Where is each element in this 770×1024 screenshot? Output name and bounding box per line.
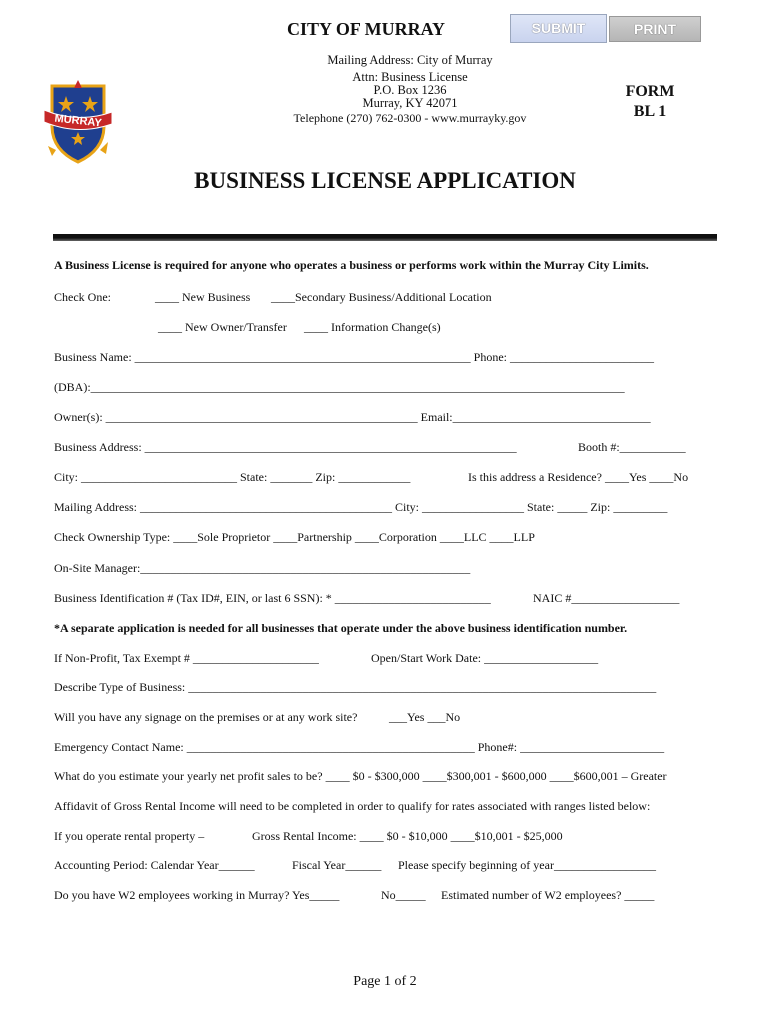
rental-income-options[interactable]: Gross Rental Income: ____ $0 - $10,000 ____$10,001 - $25,000 (252, 829, 563, 843)
open-date-field[interactable]: Open/Start Work Date: ___________________ (371, 651, 599, 665)
address-line-1: Mailing Address: City of Murray (327, 53, 493, 67)
form-number: BL 1 (633, 103, 667, 120)
submit-button[interactable]: SUBMIT (510, 14, 607, 43)
naic-field[interactable]: NAIC #__________________ (533, 591, 680, 605)
page-title: BUSINESS LICENSE APPLICATION (194, 168, 576, 193)
emergency-contact-field[interactable]: Emergency Contact Name: ________________________________________________ Phone#: ________________________ (54, 740, 665, 754)
business-address-field[interactable]: Business Address: ______________________________________________________________ (54, 440, 517, 454)
w2-count-field[interactable]: Estimated number of W2 employees? _____ (441, 888, 655, 902)
intro-text: A Business License is required for anyone who operates a business or performs work within the Murray City Limits. (54, 258, 649, 272)
w2-yes-field[interactable]: Do you have W2 employees working in Murray? Yes_____ (54, 888, 340, 902)
address-line-4: Murray, KY 42071 (362, 96, 458, 110)
ownership-type-field[interactable]: Check Ownership Type: ____Sole Proprietor ____Partnership ____Corporation ____LLC ____LLP (54, 530, 535, 544)
new-business-option[interactable]: ____ New Business (155, 290, 251, 304)
describe-business-field[interactable]: Describe Type of Business: ______________________________________________________________________________ (54, 680, 657, 694)
information-change-option[interactable]: ____ Information Change(s) (304, 320, 441, 334)
address-line-3: P.O. Box 1236 (373, 83, 447, 97)
onsite-manager-field[interactable]: On-Site Manager:_______________________________________________________ (54, 561, 471, 575)
secondary-business-option[interactable]: ____Secondary Business/Additional Location (271, 290, 492, 304)
dba-field[interactable]: (DBA):_________________________________________________________________________________________ (54, 380, 625, 394)
city-name: CITY OF MURRAY (287, 19, 446, 39)
business-id-field[interactable]: Business Identification # (Tax ID#, EIN, or last 6 SSN): * __________________________ (54, 591, 491, 605)
fiscal-year-field[interactable]: Fiscal Year______ (292, 858, 382, 872)
affidavit-note: Affidavit of Gross Rental Income will need to be completed in order to qualify for rates associated with ranges listed below: (54, 799, 651, 813)
net-profit-options[interactable]: What do you estimate your yearly net profit sales to be? ____ $0 - $300,000 ____$300,001 - $600,000 ____$600,001 – Greater (54, 769, 667, 783)
telephone-line: Telephone (270) 762-0300 - www.murrayky.gov (293, 111, 527, 125)
new-owner-option[interactable]: ____ New Owner/Transfer (158, 320, 287, 334)
signage-options[interactable]: ___Yes ___No (389, 710, 461, 724)
signage-question: Will you have any signage on the premises or at any work site? (54, 710, 358, 724)
separate-application-note: *A separate application is needed for all businesses that operate under the above business identification number. (54, 621, 628, 635)
booth-field[interactable]: Booth #:___________ (578, 440, 686, 454)
residence-field[interactable]: Is this address a Residence? ____Yes ____No (468, 470, 689, 484)
print-button[interactable]: PRINT (609, 16, 701, 42)
check-one-label: Check One: (54, 290, 111, 304)
calendar-year-field[interactable]: Accounting Period: Calendar Year______ (54, 858, 255, 872)
city-seal-logo (42, 80, 114, 164)
title-divider (53, 234, 717, 241)
mailing-address-field[interactable]: Mailing Address: __________________________________________ City: _________________ State: _____ Zip: _________ (54, 500, 668, 514)
owner-email-field[interactable]: Owner(s): ____________________________________________________ Email:_________________________________ (54, 410, 651, 424)
business-name-field[interactable]: Business Name: ________________________________________________________ Phone: ________________________ (54, 350, 654, 364)
rental-property-label: If you operate rental property – (54, 829, 205, 843)
city-state-zip-field[interactable]: City: __________________________ State: _______ Zip: ____________ (54, 470, 411, 484)
logo-text: MURRAY (53, 112, 103, 130)
page-number: Page 1 of 2 (353, 974, 417, 989)
w2-no-field[interactable]: No_____ (381, 888, 426, 902)
nonprofit-field[interactable]: If Non-Profit, Tax Exempt # _____________________ (54, 651, 319, 665)
fiscal-begin-field[interactable]: Please specify beginning of year_________________ (398, 858, 656, 872)
form-label: FORM (625, 83, 675, 100)
address-line-2: Attn: Business License (352, 70, 468, 84)
